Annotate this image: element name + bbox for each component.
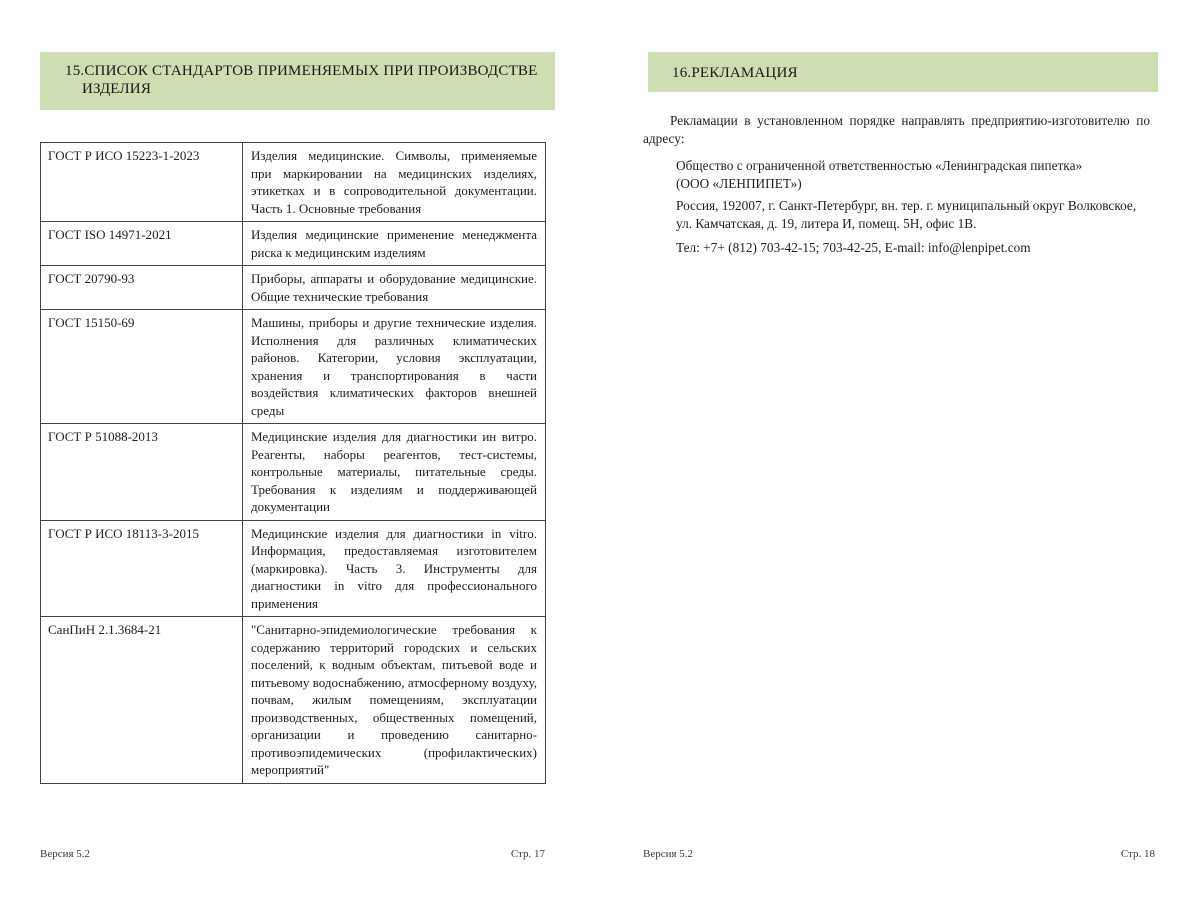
footer-page-number: Стр. 18 <box>1120 848 1155 860</box>
description-cell: Изделия медицинские применение менеджмента риска к медицинским изделиям <box>243 222 546 266</box>
standard-cell: ГОСТ ISO 14971-2021 <box>41 222 243 266</box>
page-18-footer <box>643 848 1155 860</box>
description-cell: Медицинские изделия для диагностики ин витро. Реагенты, наборы реагентов, тест-системы, контрольные материалы, питательные среды. Требования к изделиям и поддерживающей документации <box>243 424 546 521</box>
standard-cell: СанПиН 2.1.3684-21 <box>41 617 243 784</box>
manufacturer-address-block <box>676 197 1158 232</box>
standard-cell: ГОСТ Р ИСО 18113-3-2015 <box>41 520 243 617</box>
table-row <box>41 617 546 784</box>
manufacturer-address-line1: Россия, 192007, г. Санкт-Петербург, вн. тер. г. муниципальный округ Волковское, <box>676 198 1137 213</box>
section-15-heading <box>40 52 555 110</box>
table-row <box>41 424 546 521</box>
description-cell: Изделия медицинские. Символы, применяемые при маркировании на медицинских изделиях, этикетках и в сопроводительной документации. Часть 1. Основные требования <box>243 143 546 222</box>
standards-table-body <box>41 143 546 784</box>
table-row <box>41 310 546 424</box>
manufacturer-name-line2: (ООО «ЛЕНПИПЕТ») <box>676 175 802 191</box>
footer-version: Версия 5.2 <box>643 848 694 860</box>
table-row <box>41 222 546 266</box>
manufacturer-address-line2: ул. Камчатская, д. 19, литера И, помещ. 5Н, офис 1В. <box>676 215 977 231</box>
description-cell: Приборы, аппараты и оборудование медицинские. Общие технические требования <box>243 266 546 310</box>
manufacturer-name-block <box>676 157 1158 192</box>
description-cell: "Санитарно-эпидемиологические требования к содержанию территорий городских и сельских поселений, к водным объектам, питьевой воде и питьевому водоснабжению, атмосферному воздуху, почвам, жилым помещениям, эксплуатации производственных, общественных помещений, организации и проведению санитарно-противоэпидемических (профилактических) мероприятий" <box>243 617 546 784</box>
manufacturer-name-line1: Общество с ограниченной ответственностью «Ленинградская пипетка» <box>676 158 1083 173</box>
manufacturer-contacts-line: Тел: +7+ (812) 703-42-15; 703-42-25, E-mail: info@lenpipet.com <box>676 240 1031 255</box>
standard-cell: ГОСТ Р ИСО 15223-1-2023 <box>41 143 243 222</box>
table-row <box>41 520 546 617</box>
section-15-heading-line1: 15.СПИСОК СТАНДАРТОВ ПРИМЕНЯЕМЫХ ПРИ ПРОИЗВОДСТВЕ <box>65 63 538 79</box>
reclamation-intro-paragraph: Рекламации в установленном порядке направлять предприятию-изготовителю по адресу: <box>643 113 1150 146</box>
page-17 <box>40 52 555 872</box>
description-cell: Машины, приборы и другие технические изделия. Исполнения для различных климатических районов. Категории, условия эксплуатации, хранения и транспортирования в части воздействия климатических факторов внешней среды <box>243 310 546 424</box>
table-row <box>41 143 546 222</box>
page-18 <box>643 52 1158 872</box>
section-16-heading-text: 16.РЕКЛАМАЦИЯ <box>672 65 798 81</box>
standard-cell: ГОСТ Р 51088-2013 <box>41 424 243 521</box>
page-17-footer <box>40 848 545 860</box>
table-row <box>41 266 546 310</box>
standard-cell: ГОСТ 20790-93 <box>41 266 243 310</box>
footer-version: Версия 5.2 <box>40 848 91 860</box>
standards-table <box>40 142 546 784</box>
standard-cell: ГОСТ 15150-69 <box>41 310 243 424</box>
footer-page-number: Стр. 17 <box>510 848 545 860</box>
section-16-heading <box>648 52 1158 92</box>
section-15-heading-line2: ИЗДЕЛИЯ <box>82 81 152 97</box>
description-cell: Медицинские изделия для диагностики in vitro. Информация, предоставляемая изготовителем (маркировка). Часть 3. Инструменты для диагностики in vitro для профессионального применения <box>243 520 546 617</box>
